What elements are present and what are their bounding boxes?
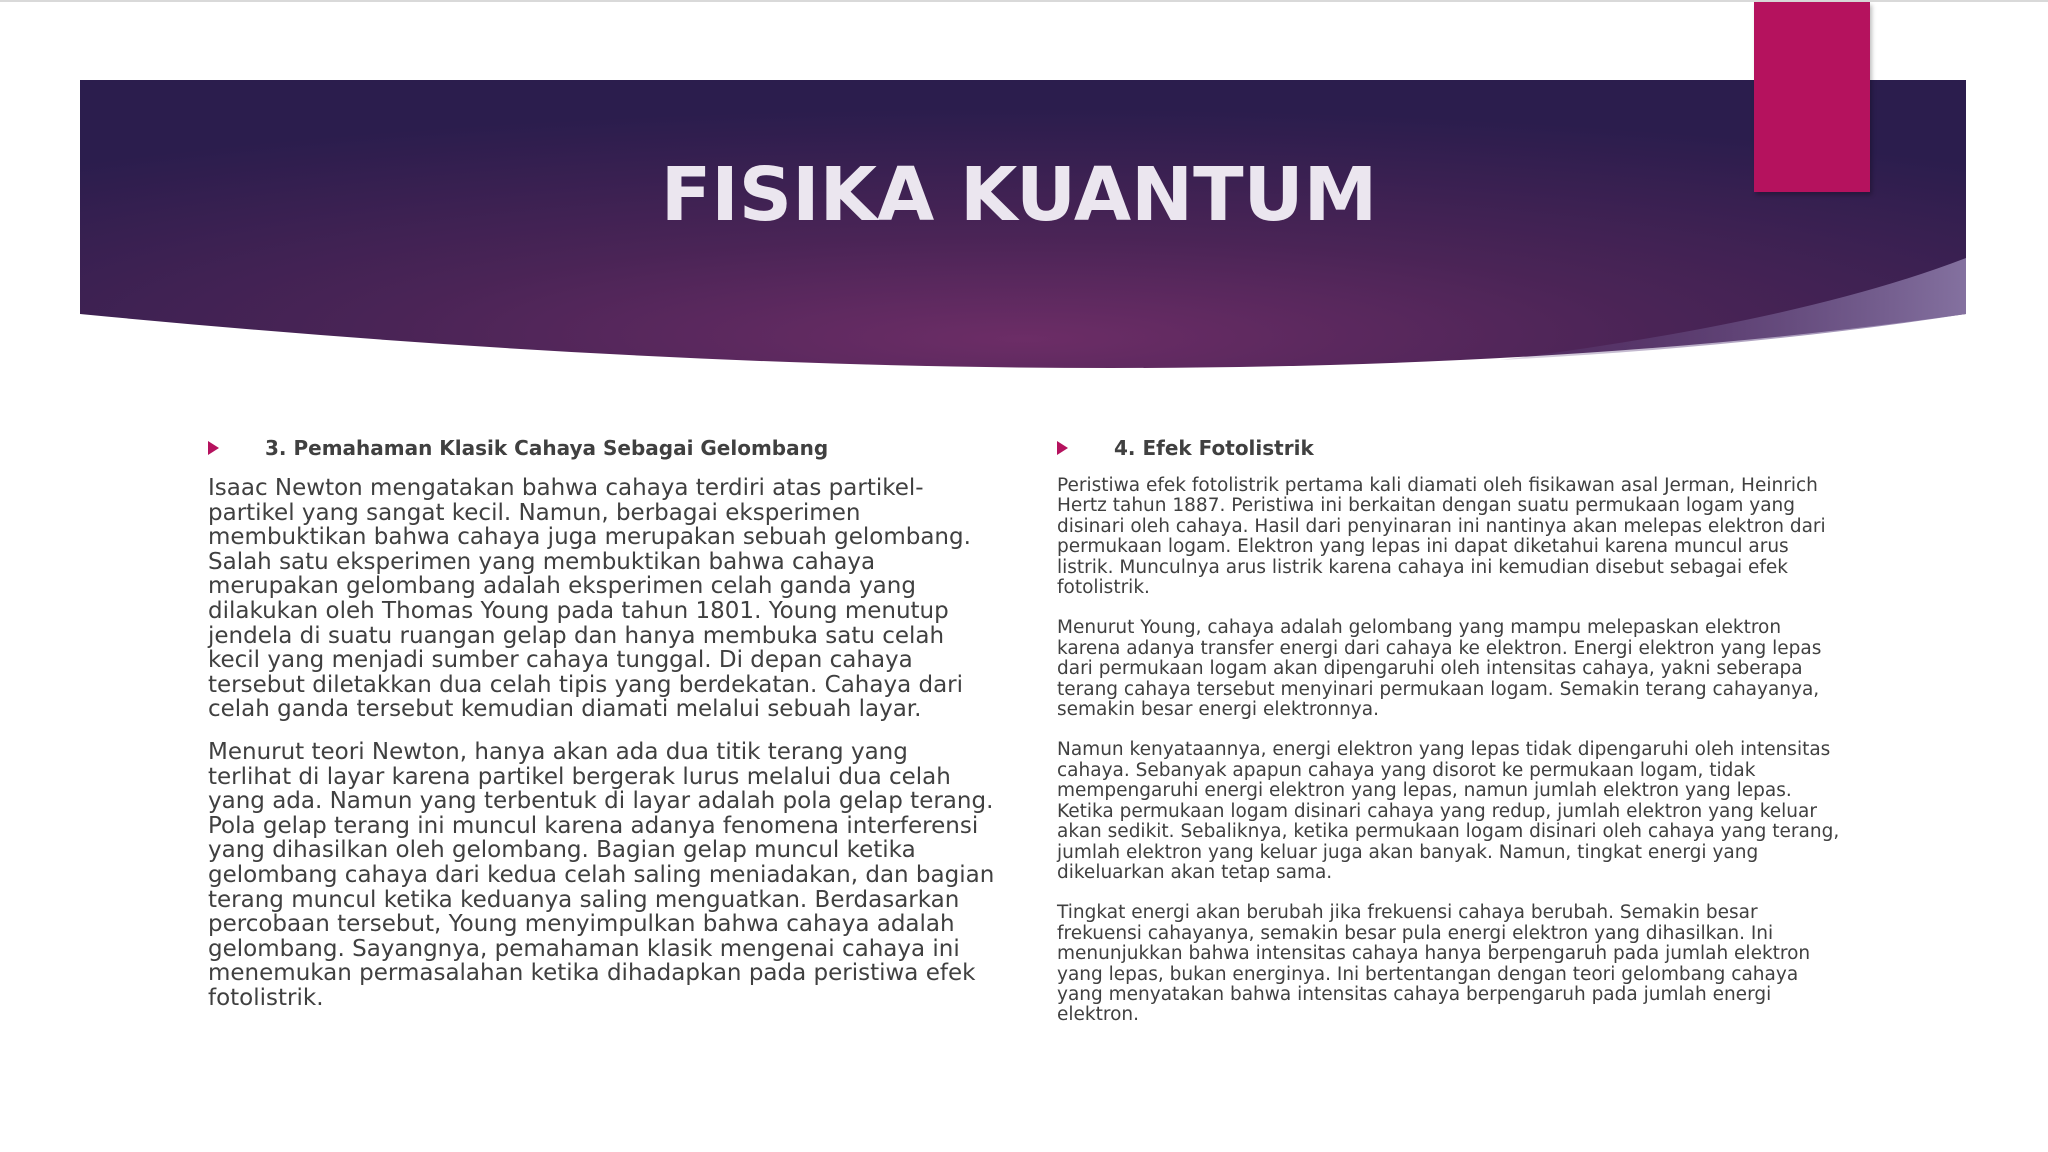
left-column [208,436,998,1028]
presentation-slide [0,2,2048,1152]
right-column-heading [1057,436,1847,460]
left-heading-text: 3. Pemahaman Klasik Cahaya Sebagai Gelombang [265,436,829,460]
left-column-heading [208,436,998,460]
bullet-arrow-icon [1057,441,1068,455]
right-paragraph-2: Menurut Young, cahaya adalah gelombang yang mampu melepaskan elektron karena adanya transfer energi dari cahaya ke elektron. Energi elektron yang lepas dari permukaan logam akan dipengaruhi oleh intensitas cahaya, yakni seberapa terang cahaya tersebut menyinari permukaan logam. Semakin terang cahayanya, semakin besar energi elektronnya. [1057,617,1822,721]
bullet-arrow-icon [208,441,219,455]
left-paragraph-1: Isaac Newton mengatakan bahwa cahaya terdiri atas partikel-partikel yang sangat kecil. Namun, berbagai eksperimen membuktikan bahwa cahaya juga merupakan sebuah gelombang. Salah satu eksperimen yang membuktikan bahwa cahaya merupakan gelombang adalah eksperimen celah ganda yang dilakukan oleh Thomas Young pada tahun 1801. Young menutup jendela di suatu ruangan gelap dan hanya membuka satu celah kecil yang menjadi sumber cahaya tunggal. Di depan cahaya tersebut diletakkan dua celah tipis yang berdekatan. Cahaya dari celah ganda tersebut kemudian diamati melalui sebuah layar. [208,475,971,723]
right-heading-text: 4. Efek Fotolistrik [1114,436,1314,460]
right-column [1057,436,1847,1046]
right-paragraph-4: Tingkat energi akan berubah jika frekuensi cahaya berubah. Semakin besar frekuensi cahayanya, semakin besar pula energi elektron yang dihasilkan. Ini menunjukkan bahwa intensitas cahaya hanya berpengaruh pada jumlah elektron yang lepas, bukan energinya. Ini bertentangan dengan teori gelombang cahaya yang menyatakan bahwa intensitas cahaya berpengaruh pada jumlah energi elektron. [1057,902,1811,1026]
right-paragraph-1: Peristiwa efek fotolistrik pertama kali diamati oleh fisikawan asal Jerman, Heinrich Hertz tahun 1887. Peristiwa ini berkaitan dengan suatu permukaan logam yang disinari oleh cahaya. Hasil dari penyinaran ini nantinya akan melepas elektron dari permukaan logam. Elektron yang lepas ini dapat diketahui karena muncul arus listrik. Munculnya arus listrik karena cahaya ini kemudian disebut sebagai efek fotolistrik. [1057,475,1826,599]
left-paragraph-2: Menurut teori Newton, hanya akan ada dua titik terang yang terlihat di layar karena partikel bergerak lurus melalui dua celah yang ada. Namun yang terbentuk di layar adalah pola gelap terang. Pola gelap terang ini muncul karena adanya fenomena interferensi yang dihasilkan oleh gelombang. Bagian gelap muncul ketika gelombang cahaya dari kedua celah saling meniadakan, dan bagian terang muncul ketika keduanya saling menguatkan. Berdasarkan percobaan tersebut, Young menyimpulkan bahwa cahaya adalah gelombang. Sayangnya, pemahaman klasik mengenai cahaya ini menemukan permasalahan ketika dihadapkan pada peristiwa efek fotolistrik. [208,738,995,1011]
right-paragraph-3: Namun kenyataannya, energi elektron yang lepas tidak dipengaruhi oleh intensitas cahaya. Sebanyak apapun cahaya yang disorot ke permukaan logam, tidak mempengaruhi energi elektron yang lepas, namun jumlah elektron yang lepas. Ketika permukaan logam disinari cahaya yang redup, jumlah elektron yang keluar akan sedikit. Sebaliknya, ketika permukaan logam disinari oleh cahaya yang terang, jumlah elektron yang keluar juga akan banyak. Namun, tingkat energi yang dikeluarkan akan tetap sama. [1057,739,1840,883]
slide-title: FISIKA KUANTUM [660,152,1378,238]
